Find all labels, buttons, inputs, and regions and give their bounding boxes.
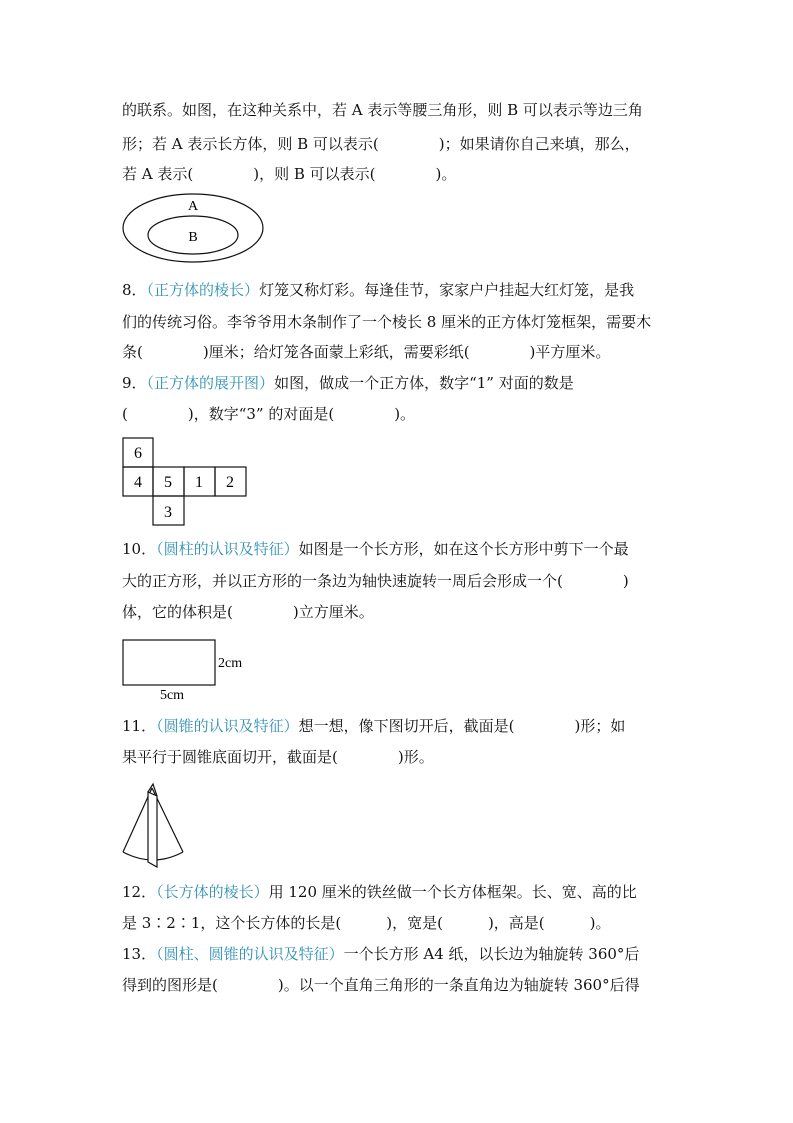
q11-number: 11． xyxy=(122,717,157,735)
q13-line-1 xyxy=(122,944,639,964)
q10-line-3: 体，它的体积是( )立方厘米。 xyxy=(122,603,374,621)
q12-line-2: 是 3∶2∶1，这个长方体的长是( )，宽是( )，高是( )。 xyxy=(122,914,611,932)
q9-topic-tag: （正方体的展开图） xyxy=(146,374,275,392)
height-label: 2cm xyxy=(218,656,243,671)
q10-line-2: 大的正方形，并以正方形的一条边为轴快速旋转一周后会形成一个( ) xyxy=(122,572,629,590)
label-a: A xyxy=(187,199,199,214)
q9-line-2: ( )，数字“3” 的对面是( )。 xyxy=(122,405,416,423)
q8-text: 灯笼又称灯彩。每逢佳节，家家户户挂起大红灯笼，是我 xyxy=(259,281,635,299)
width-label: 5cm xyxy=(159,688,185,702)
q8-line-2: 们的传统习俗。李爷爷用木条制作了一个棱长 8 厘米的正方体灯笼框架，需要木 xyxy=(122,313,652,331)
q8-topic-tag: （正方体的棱长） xyxy=(146,281,260,299)
q11-topic-tag: （圆锥的认识及特征） xyxy=(156,717,299,735)
q8-number: 8． xyxy=(122,281,147,299)
q9-number: 9． xyxy=(122,374,147,392)
q13-topic-tag: （圆柱、圆锥的认识及特征） xyxy=(156,945,344,963)
q10-topic-tag: （圆柱的认识及特征） xyxy=(156,540,299,558)
label-b: B xyxy=(188,230,198,245)
q10-line-1 xyxy=(122,539,629,559)
q10-text: 如图是一个长方形，如在这个长方形中剪下一个最 xyxy=(298,540,629,558)
nested-ellipse-diagram xyxy=(118,192,268,264)
q7-line-2: 形；若 A 表示长方体，则 B 可以表示( )；如果请你自己来填，那么， xyxy=(122,135,640,153)
q7-line-1: 的联系。如图，在这种关系中，若 A 表示等腰三角形，则 B 可以表示等边三角 xyxy=(122,101,643,119)
net-cell-6: 6 xyxy=(134,445,142,462)
q11-line-1 xyxy=(122,716,625,736)
net-cell-3: 3 xyxy=(164,504,172,521)
q10-number: 10． xyxy=(122,540,157,558)
rectangle-diagram xyxy=(120,638,255,702)
q9-text: 如图，做成一个正方体，数字“1” 对面的数是 xyxy=(274,374,574,392)
q9-line-1 xyxy=(122,373,574,393)
cube-net-diagram xyxy=(122,437,248,527)
q12-line-1 xyxy=(122,882,637,902)
q8-line-3: 条( )厘米；给灯笼各面蒙上彩纸，需要彩纸( )平方厘米。 xyxy=(122,343,611,361)
q8-line-1 xyxy=(122,280,634,300)
q11-text: 想一想，像下图切开后，截面是( )形；如 xyxy=(298,717,626,735)
net-cell-1: 1 xyxy=(195,474,203,491)
q13-line-2: 得到的图形是( )。以一个直角三角形的一条直角边为轴旋转 360°后得 xyxy=(122,976,640,994)
net-cell-5: 5 xyxy=(164,474,172,491)
q11-line-2: 果平行于圆锥底面切开，截面是( )形。 xyxy=(122,748,434,766)
cut-cone-diagram xyxy=(120,782,190,868)
q12-number: 12． xyxy=(122,883,157,901)
net-cell-2: 2 xyxy=(226,474,234,491)
q7-line-3: 若 A 表示( )，则 B 可以表示( )。 xyxy=(122,165,457,183)
q13-text: 一个长方形 A4 纸，以长边为轴旋转 360°后 xyxy=(343,945,640,963)
q13-number: 13． xyxy=(122,945,157,963)
q12-topic-tag: （长方体的棱长） xyxy=(156,883,269,901)
net-cell-4: 4 xyxy=(134,474,142,491)
q12-text: 用 120 厘米的铁丝做一个长方体框架。长、宽、高的比 xyxy=(268,883,637,901)
